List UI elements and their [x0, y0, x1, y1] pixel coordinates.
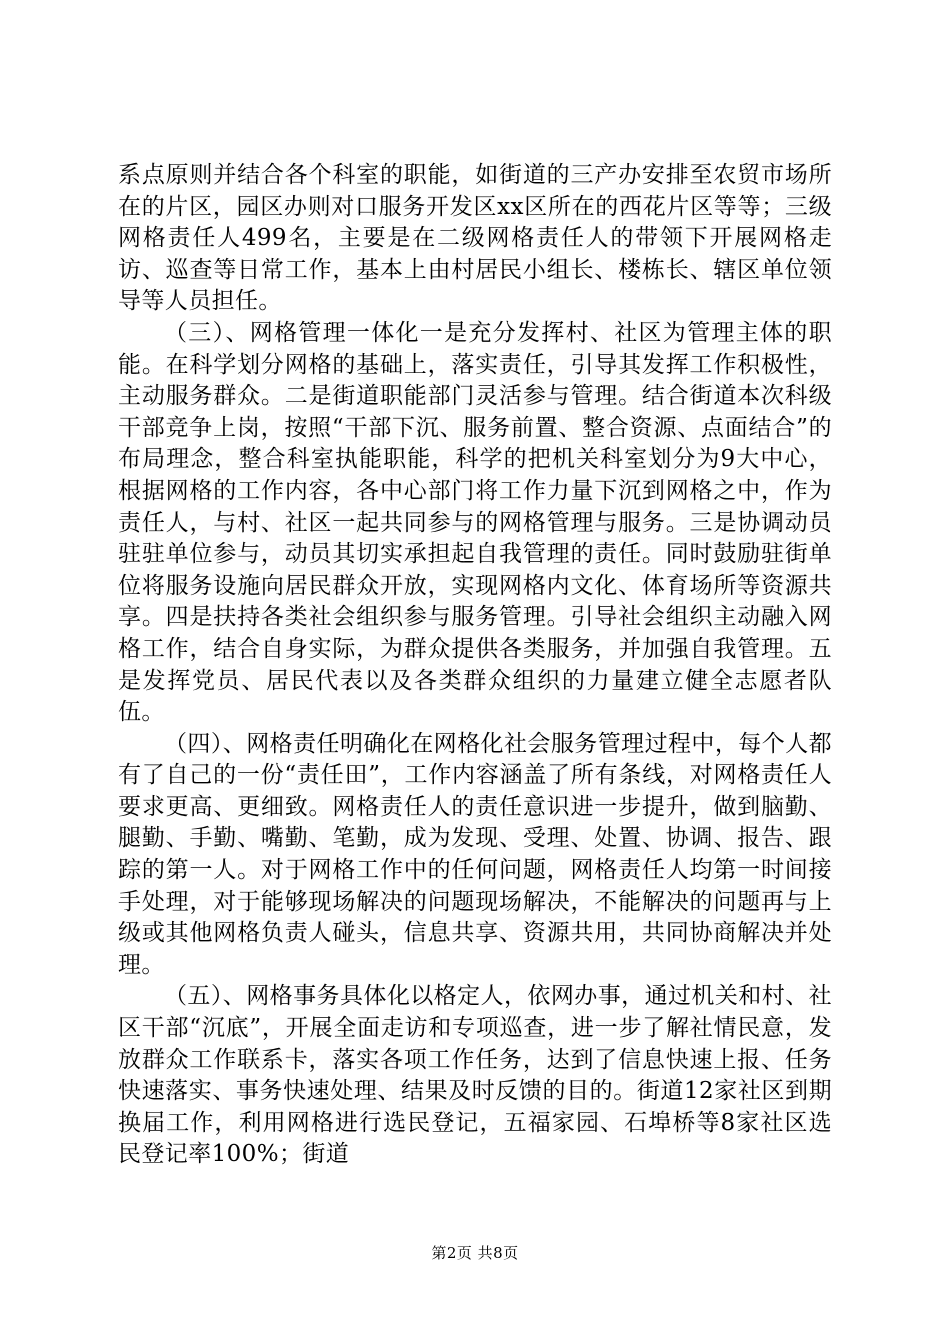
- paragraph-4: （五）、网格事务具体化以格定人，依网办事，通过机关和村、社区干部“沉底”，开展全面走访和专项巡查，进一步了解社情民意，发放群众工作联系卡，落实各项工作任务，达到了信息快速上报、任务快速落实、事务快速处理、结果及时反馈的目的。街道12家社区到期换届工作，利用网格进行选民登记，五福家园、石埠桥等8家社区选民登记率100%；街道: [118, 983, 832, 1168]
- page-number-footer: 第2页 共8页: [431, 1244, 519, 1262]
- paragraph-1: 系点原则并结合各个科室的职能，如街道的三产办安排至农贸市场所在的片区，园区办则对口服务开发区xx区所在的西花片区等等；三级网格责任人499名，主要是在二级网格责任人的带领下开展网格走访、巡查等日常工作，基本上由村居民小组长、楼栋长、辖区单位领导等人员担任。: [118, 162, 832, 315]
- paragraph-2: （三）、网格管理一体化一是充分发挥村、社区为管理主体的职能。在科学划分网格的基础上，落实责任，引导其发挥工作积极性，主动服务群众。二是街道职能部门灵活参与管理。结合街道本次科级干部竞争上岗，按照“干部下沉、服务前置、整合资源、点面结合”的布局理念，整合科室执能职能，科学的把机关科室划分为9大中心，根据网格的工作内容，各中心部门将工作力量下沉到网格之中，作为责任人，与村、社区一起共同参与的网格管理与服务。三是协调动员驻驻单位参与，动员其切实承担起自我管理的责任。同时鼓励驻街单位将服务设施向居民群众开放，实现网格内文化、体育场所等资源共享。四是扶持各类社会组织参与服务管理。引导社会组织主动融入网格工作，结合自身实际，为群众提供各类服务，并加强自我管理。五是发挥党员、居民代表以及各类群众组织的力量建立健全志愿者队伍。: [118, 319, 832, 726]
- document-body: [118, 160, 832, 1171]
- paragraph-3: （四）、网格责任明确化在网格化社会服务管理过程中，每个人都有了自己的一份“责任田”，工作内容涵盖了所有条线，对网格责任人要求更高、更细致。网格责任人的责任意识进一步提升，做到脑勤、腿勤、手勤、嘴勤、笔勤，成为发现、受理、处置、协调、报告、跟踪的第一人。对于网格工作中的任何问题，网格责任人均第一时间接手处理，对于能够现场解决的问题现场解决，不能解决的问题再与上级或其他网格负责人碰头，信息共享、资源共用，共同协商解决并处理。: [118, 730, 832, 978]
